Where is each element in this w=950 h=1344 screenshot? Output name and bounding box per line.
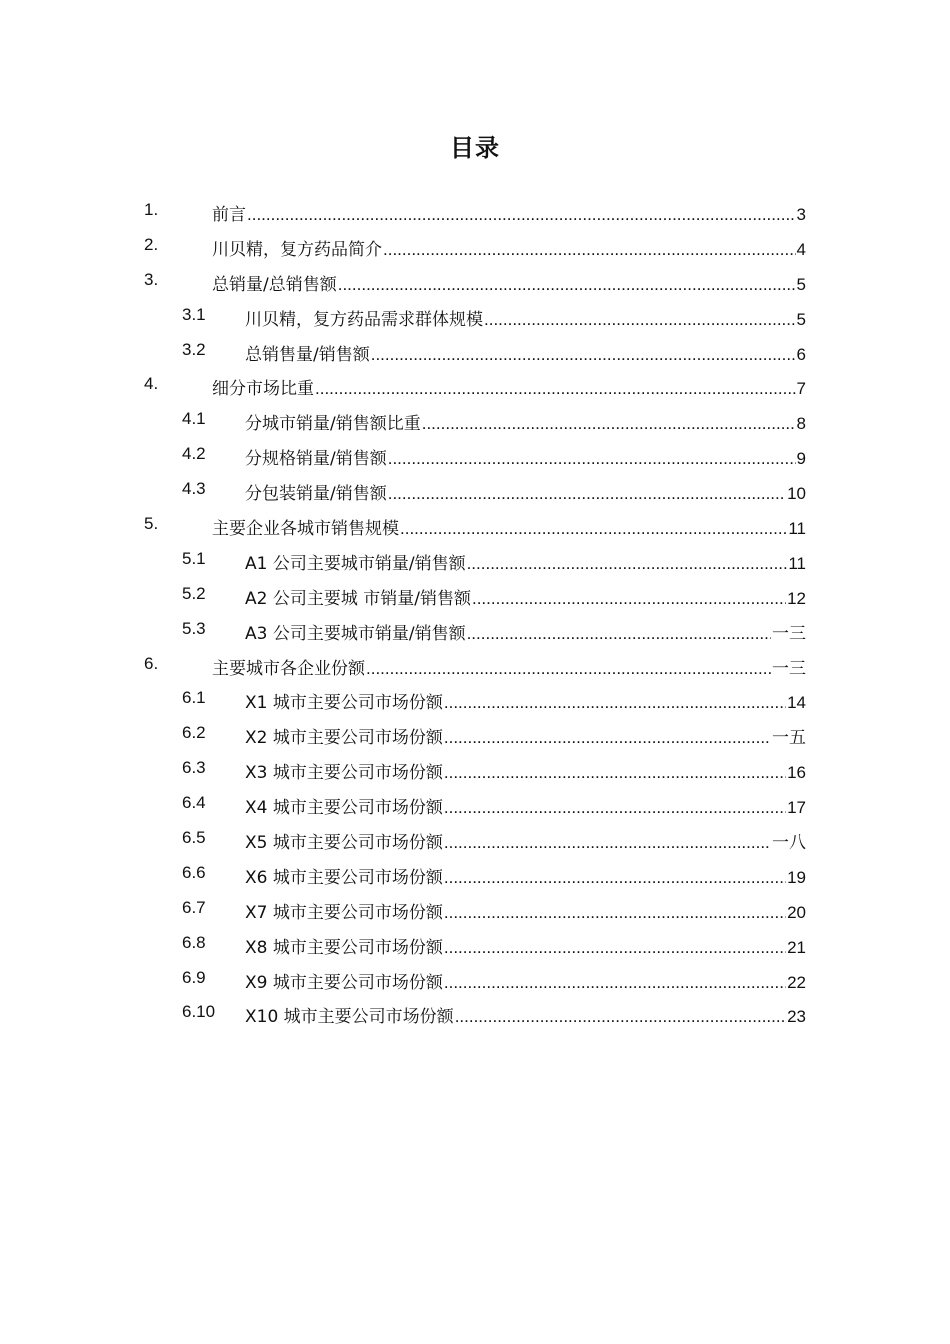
toc-entry-title[interactable]: 主要企业各城市销售规模 — [212, 519, 399, 540]
toc-dot-leader — [444, 973, 786, 993]
toc-entry[interactable] — [0, 961, 950, 996]
toc-entry[interactable] — [0, 333, 950, 368]
toc-entry-number: 6. — [144, 653, 159, 673]
toc-entry[interactable] — [0, 193, 950, 228]
toc-dot-leader — [366, 659, 771, 679]
toc-entry-number: 3.2 — [182, 339, 206, 359]
toc-entry-page-number: 11 — [788, 519, 806, 539]
toc-entry-number: 6.3 — [182, 758, 206, 778]
toc-entry-page-number: 11 — [788, 553, 806, 573]
toc-entry-title[interactable]: X4 城市主要公司市场份额 — [245, 798, 443, 819]
toc-dot-leader — [455, 1007, 786, 1027]
toc-entry-line — [245, 828, 806, 853]
toc-dot-leader — [383, 240, 796, 260]
toc-entry-title[interactable]: 川贝精，复方药品需求群体规模 — [245, 309, 483, 330]
toc-entry-line — [245, 898, 806, 923]
toc-entry-line — [245, 444, 806, 469]
toc-entry-title[interactable]: X6 城市主要公司市场份额 — [245, 867, 443, 888]
toc-dot-leader — [371, 345, 796, 365]
toc-entry[interactable] — [0, 891, 950, 926]
toc-dot-leader — [444, 763, 786, 783]
toc-entry[interactable] — [0, 856, 950, 891]
toc-entry-title[interactable]: X1 城市主要公司市场份额 — [245, 693, 443, 714]
toc-entry-title[interactable]: 分城市销量/销售额比重 — [245, 414, 421, 435]
toc-entry[interactable] — [0, 681, 950, 716]
toc-entry[interactable] — [0, 716, 950, 751]
toc-entry-line — [245, 933, 806, 958]
toc-entry-number: 6.10 — [182, 1002, 216, 1022]
toc-entry-line — [245, 584, 806, 609]
toc-entry-page-number: 10 — [787, 484, 806, 504]
toc-entry-line — [212, 270, 806, 295]
toc-title: 目录 — [450, 134, 500, 162]
toc-entry-title[interactable]: 总销量/总销售额 — [212, 274, 337, 295]
toc-entry-line — [245, 409, 806, 434]
toc-entry-page-number: 一三 — [772, 623, 806, 643]
toc-entry[interactable] — [0, 437, 950, 472]
toc-dot-leader — [467, 554, 788, 574]
toc-entry-line — [245, 688, 806, 713]
toc-entry-page-number: 一三 — [772, 658, 806, 678]
toc-dot-leader — [400, 519, 787, 539]
toc-entry-number: 6.2 — [182, 723, 206, 743]
toc-dot-leader — [444, 693, 786, 713]
toc-entry-page-number: 12 — [787, 588, 806, 608]
toc-entry-number: 5.3 — [182, 618, 206, 638]
toc-entry-number: 5. — [144, 514, 159, 534]
toc-dot-leader — [422, 414, 796, 434]
toc-entry-page-number: 9 — [796, 449, 806, 469]
toc-entry-title[interactable]: X10 城市主要公司市场份额 — [245, 1007, 454, 1028]
toc-entry-page-number: 19 — [787, 867, 806, 887]
toc-entry[interactable] — [0, 263, 950, 298]
toc-entry[interactable] — [0, 577, 950, 612]
toc-entry-number: 3. — [144, 269, 159, 289]
toc-entry-page-number: 21 — [787, 937, 806, 957]
toc-dot-leader — [444, 833, 771, 853]
toc-entry-page-number: 一五 — [772, 728, 806, 748]
toc-entry-line — [245, 479, 806, 504]
toc-entry-number: 5.1 — [182, 548, 206, 568]
toc-entry-number: 6.7 — [182, 897, 206, 917]
toc-dot-leader — [247, 205, 796, 225]
toc-entry-title[interactable]: A3 公司主要城市销量/销售额 — [245, 623, 466, 644]
toc-entry-number: 3.1 — [182, 304, 206, 324]
toc-list — [0, 193, 950, 1030]
toc-entry-line — [245, 758, 806, 783]
toc-entry-number: 6.8 — [182, 932, 206, 952]
toc-entry-number: 2. — [144, 234, 159, 254]
toc-entry-page-number: 16 — [787, 763, 806, 783]
toc-dot-leader — [338, 275, 796, 295]
toc-entry[interactable] — [0, 995, 950, 1030]
toc-entry-line — [245, 549, 806, 574]
toc-dot-leader — [444, 798, 786, 818]
toc-entry-line — [245, 305, 806, 330]
toc-entry-line — [212, 654, 806, 679]
toc-entry-line — [245, 1002, 806, 1027]
toc-entry[interactable] — [0, 821, 950, 856]
toc-entry-title[interactable]: A1 公司主要城市销量/销售额 — [245, 553, 466, 574]
toc-entry-line — [245, 619, 806, 644]
toc-entry[interactable] — [0, 367, 950, 402]
toc-entry-line — [245, 723, 806, 748]
toc-dot-leader — [444, 868, 786, 888]
toc-entry[interactable] — [0, 402, 950, 437]
toc-entry-page-number: 14 — [787, 693, 806, 713]
toc-dot-leader — [315, 379, 796, 399]
toc-entry-number: 4.2 — [182, 444, 206, 464]
toc-entry[interactable] — [0, 786, 950, 821]
toc-entry-page-number: 3 — [796, 205, 806, 224]
toc-entry-line — [245, 340, 806, 365]
toc-entry-number: 5.2 — [182, 583, 206, 603]
toc-entry-number: 6.5 — [182, 828, 206, 848]
toc-entry-line — [245, 968, 806, 993]
toc-entry-title[interactable]: X5 城市主要公司市场份额 — [245, 833, 443, 854]
toc-entry-page-number: 22 — [787, 972, 806, 992]
toc-dot-leader — [467, 624, 771, 644]
toc-entry[interactable] — [0, 228, 950, 263]
toc-entry-number: 4.3 — [182, 479, 206, 499]
toc-entry-page-number: 5 — [796, 274, 806, 294]
toc-entry-title[interactable]: 主要城市各企业份额 — [212, 658, 365, 679]
toc-dot-leader — [388, 449, 796, 469]
toc-entry-number: 4.1 — [182, 409, 206, 429]
toc-dot-leader — [388, 484, 786, 504]
toc-entry[interactable] — [0, 612, 950, 647]
toc-entry[interactable] — [0, 298, 950, 333]
toc-entry-number: 6.4 — [182, 793, 206, 813]
toc-entry-title[interactable]: A2 公司主要城 市销量/销售额 — [245, 588, 471, 609]
toc-entry[interactable] — [0, 472, 950, 507]
toc-entry-title[interactable]: 前言 — [212, 205, 246, 225]
toc-entry-title[interactable]: X2 城市主要公司市场份额 — [245, 728, 443, 749]
toc-dot-leader — [444, 938, 786, 958]
toc-entry-title[interactable]: 分规格销量/销售额 — [245, 449, 387, 470]
toc-entry[interactable] — [0, 507, 950, 542]
toc-entry[interactable] — [0, 751, 950, 786]
toc-entry-line — [212, 235, 806, 260]
toc-entry-page-number: 7 — [796, 379, 806, 399]
toc-entry-number: 6.6 — [182, 862, 206, 882]
toc-entry-number: 4. — [144, 374, 159, 394]
toc-entry-line — [245, 863, 806, 888]
toc-dot-leader — [484, 310, 796, 330]
toc-entry-title[interactable]: 总销售量/销售额 — [245, 344, 370, 365]
toc-entry-number: 6.9 — [182, 967, 206, 987]
toc-entry-page-number: 一八 — [772, 833, 806, 853]
toc-dot-leader — [444, 728, 771, 748]
toc-dot-leader — [472, 589, 786, 609]
toc-entry-line — [212, 374, 806, 399]
toc-entry-title[interactable]: X8 城市主要公司市场份额 — [245, 937, 443, 958]
toc-entry-line — [245, 793, 806, 818]
toc-entry-title[interactable]: X9 城市主要公司市场份额 — [245, 972, 443, 993]
toc-entry-title[interactable]: 细分市场比重 — [212, 379, 314, 400]
toc-entry-line — [212, 200, 806, 225]
toc-entry-title[interactable]: X7 城市主要公司市场份额 — [245, 902, 443, 923]
toc-entry-title[interactable]: 分包装销量/销售额 — [245, 484, 387, 505]
toc-entry-number: 1. — [144, 200, 159, 219]
toc-entry[interactable] — [0, 542, 950, 577]
toc-entry-line — [212, 514, 806, 539]
toc-dot-leader — [444, 903, 786, 923]
toc-entry-title[interactable]: 川贝精，复方药品简介 — [212, 239, 382, 260]
toc-entry-page-number: 6 — [796, 344, 806, 364]
toc-entry-page-number: 23 — [787, 1007, 806, 1027]
toc-entry-title[interactable]: X3 城市主要公司市场份额 — [245, 763, 443, 784]
toc-entry-page-number: 20 — [787, 902, 806, 922]
toc-entry-page-number: 5 — [796, 309, 806, 329]
toc-entry-number: 6.1 — [182, 688, 206, 708]
toc-entry[interactable] — [0, 647, 950, 682]
toc-entry-page-number: 17 — [787, 798, 806, 818]
toc-entry-page-number: 8 — [796, 414, 806, 434]
toc-entry-page-number: 4 — [796, 239, 806, 259]
toc-entry[interactable] — [0, 926, 950, 961]
